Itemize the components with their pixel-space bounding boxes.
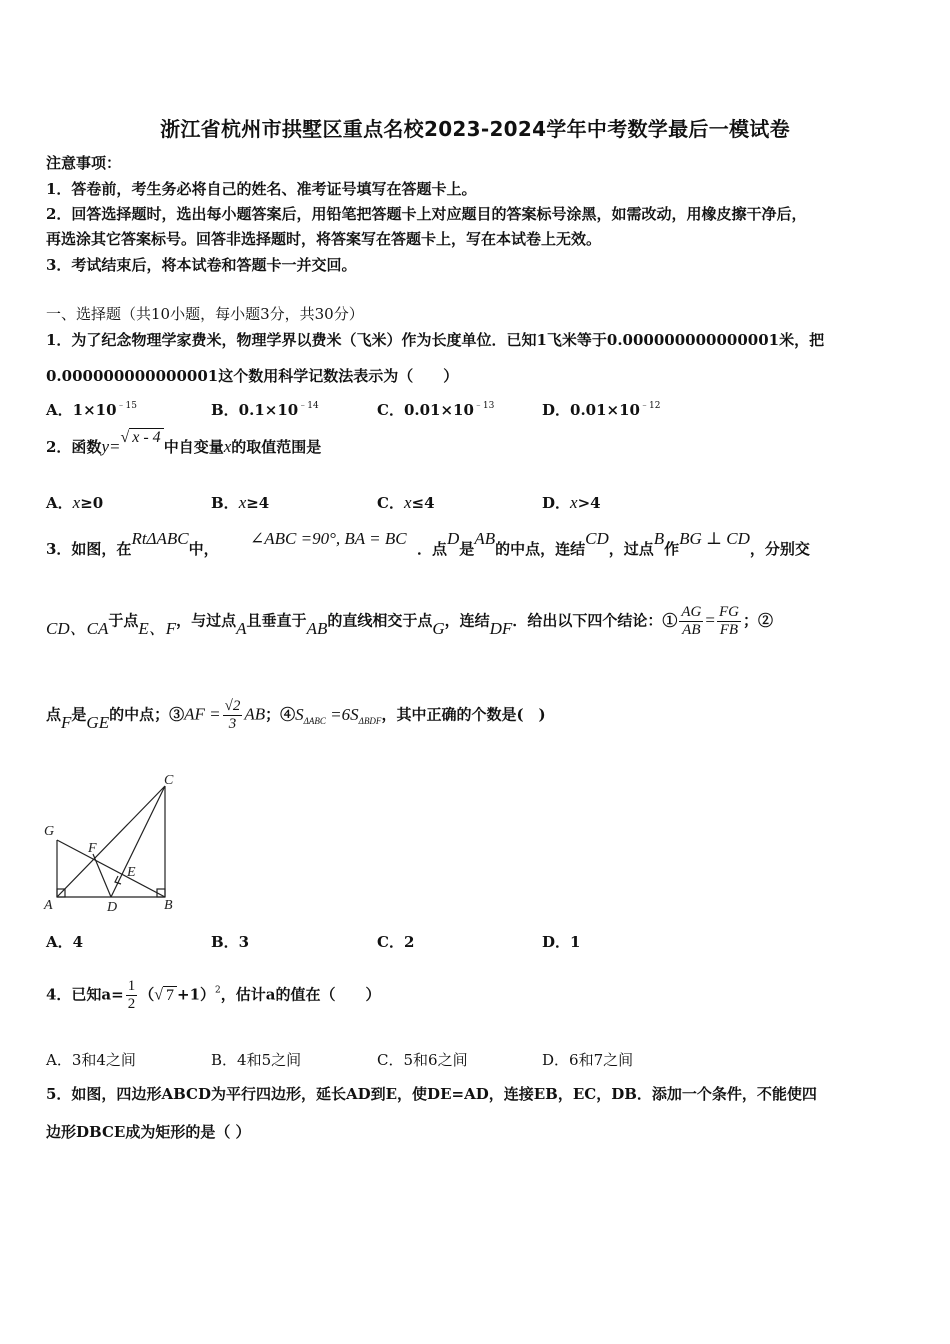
label-g: G	[44, 824, 55, 839]
q3-stem-row3: 点F是GE的中点；③AF = $\frac{√2}{3}$ AB；$④S_{\Delta ABC} =6S_{\Delta BDF}$，其中正确的个数是( )	[46, 698, 546, 732]
q1-option-a[interactable]: A．$1\times 10^{﹣15}$	[46, 401, 137, 419]
q2-option-a[interactable]: A．x≥0	[46, 493, 104, 512]
sqrt-expression: √ x - 4	[120, 429, 163, 446]
fraction-fg-fb: $\frac{FG}{FB}$	[718, 604, 739, 638]
sqrt-seven: √ 7	[154, 986, 177, 1004]
segment-ac	[57, 786, 165, 897]
page-title: 浙江省杭州市拱墅区重点名校2023-2024学年中考数学最后一模试卷	[160, 117, 790, 141]
q5-line2: 边形DBCE成为矩形的是（ ）	[46, 1123, 251, 1141]
q5-line1: 5．如图，四边形ABCD为平行四边形，延长AD到E，使DE=AD，连接EB，EC，DB．添加一个条件，不能使四	[46, 1085, 817, 1103]
notice-item: 2．回答选择题时，选出每小题答案后，用铅笔把答题卡上对应题目的答案标号涂黑，如需改动，用橡皮擦干净后，	[46, 205, 807, 223]
label-e: E	[127, 865, 136, 880]
segment-df	[93, 854, 111, 897]
notice-item: 再选涂其它答案标号。回答非选择题时，将答案写在答题卡上，写在本试卷上无效。	[46, 230, 602, 248]
segment-gb	[57, 840, 165, 897]
notice-item: 1．答卷前，考生务必将自己的姓名、准考证号填写在答题卡上。	[46, 180, 477, 198]
label-d: D	[107, 900, 118, 914]
q4-option-a[interactable]: A．3和4之间	[46, 1051, 136, 1069]
q3-stem-row1: 3．如图，在RtΔABC中， ∠ABC =90°, BA = BC ．点D是AB的中点，连结CD，过点B作BG ⊥ CD，分别交	[46, 529, 810, 558]
q4-option-c[interactable]: C．5和6之间	[377, 1051, 468, 1069]
q1-line1: 1．为了纪念物理学家费米，物理学界以费米（飞米）作为长度单位．已知1飞米等于0.000000000000001米，把	[46, 331, 825, 349]
fraction-sqrt2-3: $\frac{√2}{3}$	[224, 698, 241, 732]
fraction-one-half: $\frac{1}{2}$	[127, 978, 136, 1012]
segment-dc	[111, 786, 165, 897]
q4-option-d[interactable]: D．6和7之间	[542, 1051, 634, 1069]
q2-option-b[interactable]: B．x≥4	[211, 493, 270, 512]
label-f: F	[88, 841, 97, 856]
q2-stem: 2．函数y=√ x - 4中自变量x的取值范围是	[46, 429, 322, 456]
q2-option-d[interactable]: D．x>4	[542, 493, 601, 512]
q3-option-b[interactable]: B．3	[211, 933, 250, 951]
q4-option-b[interactable]: B．4和5之间	[211, 1051, 302, 1069]
label-a: A	[44, 898, 53, 913]
label-b: B	[164, 898, 173, 913]
fraction-ag-ab: $\frac{AG}{AB}$	[681, 604, 702, 638]
q3-stem-row2: CD、CA于点E、F，与过点A且垂直于AB的直线相交于点G，连结DF．给出以下四个结论：① $\frac{AG}{AB}$ = $\frac{FG}{FB}$ ；②	[46, 604, 773, 638]
q3-geometry-figure	[40, 772, 190, 914]
q4-stem: 4．已知a= $\frac{1}{2}$ （√ 7 +1）$^2$，估计a的值在（ ）	[46, 978, 381, 1012]
q1-line2: 0.000000000000001这个数用科学记数法表示为（ ）	[46, 367, 459, 385]
q3-option-a[interactable]: A．4	[46, 933, 84, 951]
section-heading: 一、选择题（共10小题，每小题3分，共30分）	[46, 305, 364, 323]
notice-item: 3．考试结束后，将本试卷和答题卡一并交回。	[46, 256, 357, 274]
q1-option-d[interactable]: D．$0.01\times 10^{﹣12}$	[542, 401, 661, 419]
notice-heading: 注意事项：	[46, 154, 122, 172]
q1-option-b[interactable]: B．$0.1\times 10^{﹣14}$	[211, 401, 319, 419]
q3-option-d[interactable]: D．1	[542, 933, 581, 951]
label-c: C	[164, 773, 174, 788]
q2-option-c[interactable]: C．x≤4	[377, 493, 435, 512]
q1-option-c[interactable]: C．$0.01\times 10^{﹣13}$	[377, 401, 495, 419]
q3-option-c[interactable]: C．2	[377, 933, 415, 951]
